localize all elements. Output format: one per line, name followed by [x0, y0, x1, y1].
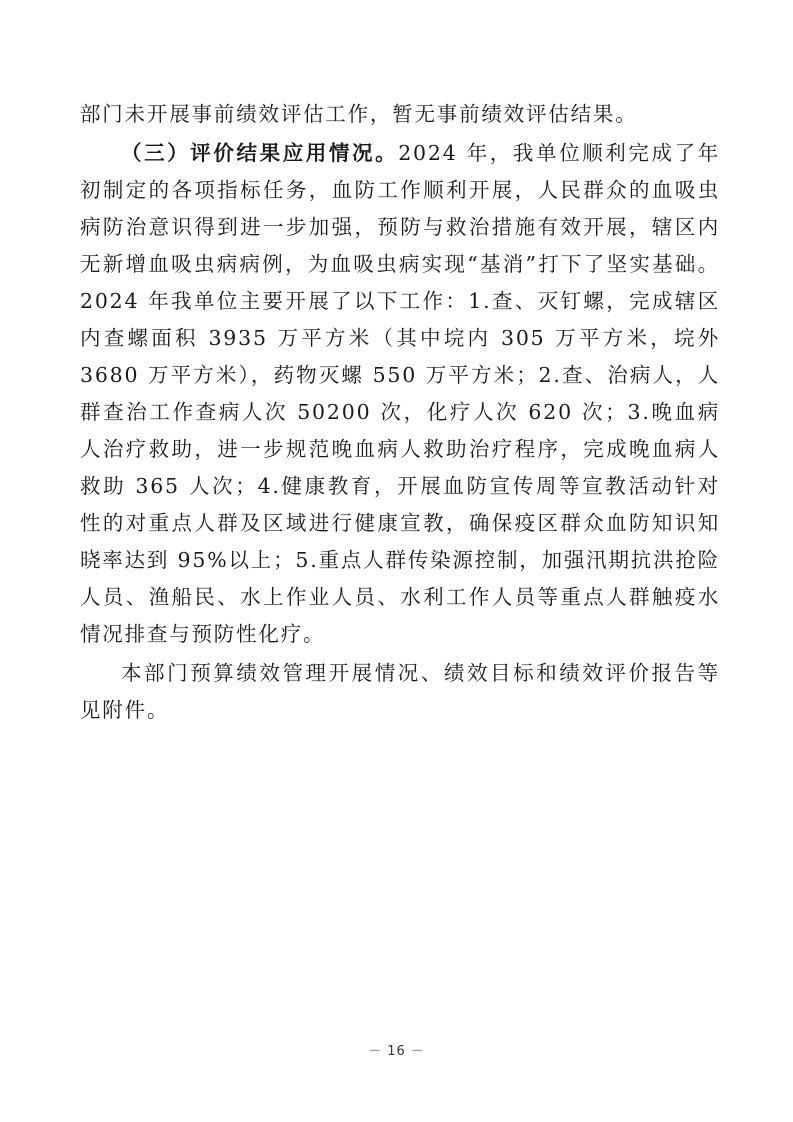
paragraph-attachment-note: 本部门预算绩效管理开展情况、绩效目标和绩效评价报告等见附件。: [80, 661, 720, 722]
section-heading: （三）评价结果应用情况。: [121, 141, 399, 165]
page-number: － 16 －: [368, 1044, 425, 1059]
paragraph-prior-evaluation: 部门未开展事前绩效评估工作，暂无事前绩效评估结果。: [80, 102, 638, 126]
document-body: [80, 96, 720, 729]
section-body: 2024 年，我单位顺利完成了年初制定的各项指标任务，血防工作顺利开展，人民群众的血吸虫病防治意识得到进一步加强，预防与救治措施有效开展，辖区内无新增血吸虫病病例，为血吸虫病实现“基消”打下了坚实基础。2024 年我单位主要开展了以下工作：1.查、灭钉螺，完成辖区内查螺面积 3935 万平方米（其中垸内 305 万平方米，垸外 3680 万平方米），药物灭螺 550 万平方米；2.查、治病人，人群查治工作查病人次 50200 次，化疗人次 620 次；3.晚血病人治疗救助，进一步规范晚血病人救助治疗程序，完成晚血病人救助 365 人次；4.健康教育，开展血防宣传周等宣教活动针对性的对重点人群及区域进行健康宣教，确保疫区群众血防知识知晓率达到 95%以上；5.重点人群传染源控制，加强汛期抗洪抢险人员、渔船民、水上作业人员、水利工作人员等重点人群触疫水情况排查与预防性化疗。: [80, 141, 720, 646]
paragraph-evaluation-results: [80, 135, 720, 653]
